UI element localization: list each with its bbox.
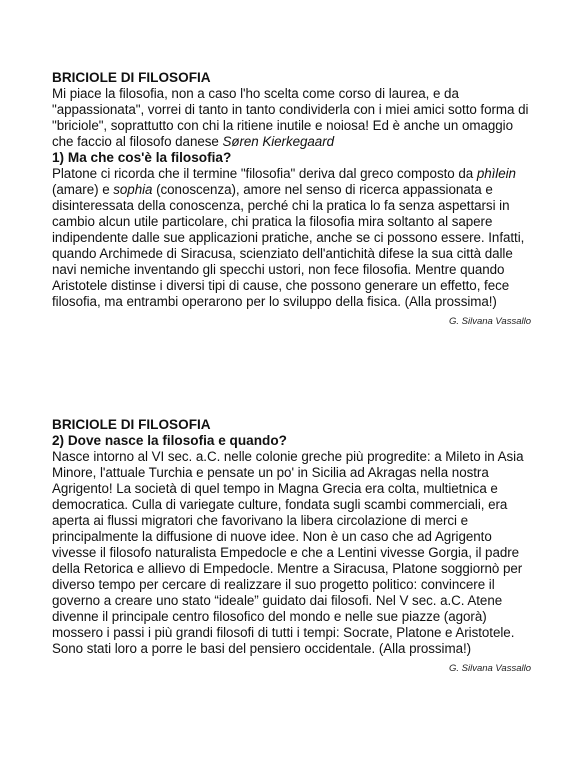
article-1-subtitle: 1) Ma che cos'è la filosofia? xyxy=(52,150,232,165)
article-1-term-philein: phìlein xyxy=(476,166,516,181)
article-2 xyxy=(52,417,538,675)
article-1 xyxy=(52,70,538,328)
article-1-body-part-2: (amare) e xyxy=(52,182,114,197)
article-1-intro xyxy=(52,86,538,150)
article-1-body xyxy=(52,166,538,310)
article-1-body-part-3: (conoscenza), amore nel senso di ricerca appassionata e disinteressata della conoscenza, perché chi la pratica lo fa senza aspettarsi in cambio alcun utile particolare, chi pratica la filosofia mira soltanto al sapere indipendente dalle sue applicazioni pratiche, anche se ci possono essere. Infatti, quando Archimede di Siracusa, scienziato dell'antichità difese la sua città dalle navi nemiche inventando gli specchi ustori, non fece filosofia. Mentre quando Aristotele distinse i diversi tipi di cause, che possono generare un effetto, fece filosofia, ma entrambi operarono per lo sviluppo della fisica. (Alla prossima!) xyxy=(52,182,525,309)
article-2-subtitle: 2) Dove nasce la filosofia e quando? xyxy=(52,433,287,448)
article-1-body-part-1: Platone ci ricorda che il termine "filosofia" deriva dal greco composto da xyxy=(52,166,477,181)
article-1-term-sophia: sophia xyxy=(113,182,153,197)
article-2-body: Nasce intorno al VI sec. a.C. nelle colonie greche più progredite: a Mileto in Asia Minore, l'attuale Turchia e pensate un po' in Sicilia ad Akragas nella nostra Agrigento! La società di quel tempo in Magna Grecia era colta, multietnica e democratica. Culla di variegate culture, fondata sugli scambi commerciali, era aperta ai flussi migratori che favorivano la libera circolazione di merci e principalmente la diffusione di nuove idee. Non è un caso che ad Agrigento vivesse il filosofo naturalista Empedocle e che a Lentini vivesse Gorgia, il padre della Retorica e allievo di Empedocle. Mentre a Siracusa, Platone soggiornò per diverso tempo per cercare di realizzare il suo progetto politico: convincere il governo a creare uno stato “ideale” guidato dai filosofi. Nel V sec. a.C. Atene divenne il principale centro filosofico del mondo e nelle sue piazze (agorà) mossero i passi i più grandi filosofi di tutti i tempi: Socrate, Platone e Aristotele. Sono stati loro a porre le basi del pensiero occidentale. (Alla prossima!) xyxy=(52,449,524,656)
article-2-title: BRICIOLE DI FILOSOFIA xyxy=(52,417,211,432)
article-1-title: BRICIOLE DI FILOSOFIA xyxy=(52,70,211,85)
article-1-intro-text: Mi piace la filosofia, non a caso l'ho scelta come corso di laurea, e da "appassionata", vorrei di tanto in tanto condividerla con i miei amici sotto forma di "briciole", soprattutto con chi la ritiene inutile e noiosa! Ed è anche un omaggio che faccio al filosofo danese xyxy=(52,86,529,149)
article-1-intro-name: Søren Kierkegaard xyxy=(222,134,335,149)
article-1-signature: G. Silvana Vassallo xyxy=(448,316,531,327)
article-2-signature: G. Silvana Vassallo xyxy=(448,663,531,674)
